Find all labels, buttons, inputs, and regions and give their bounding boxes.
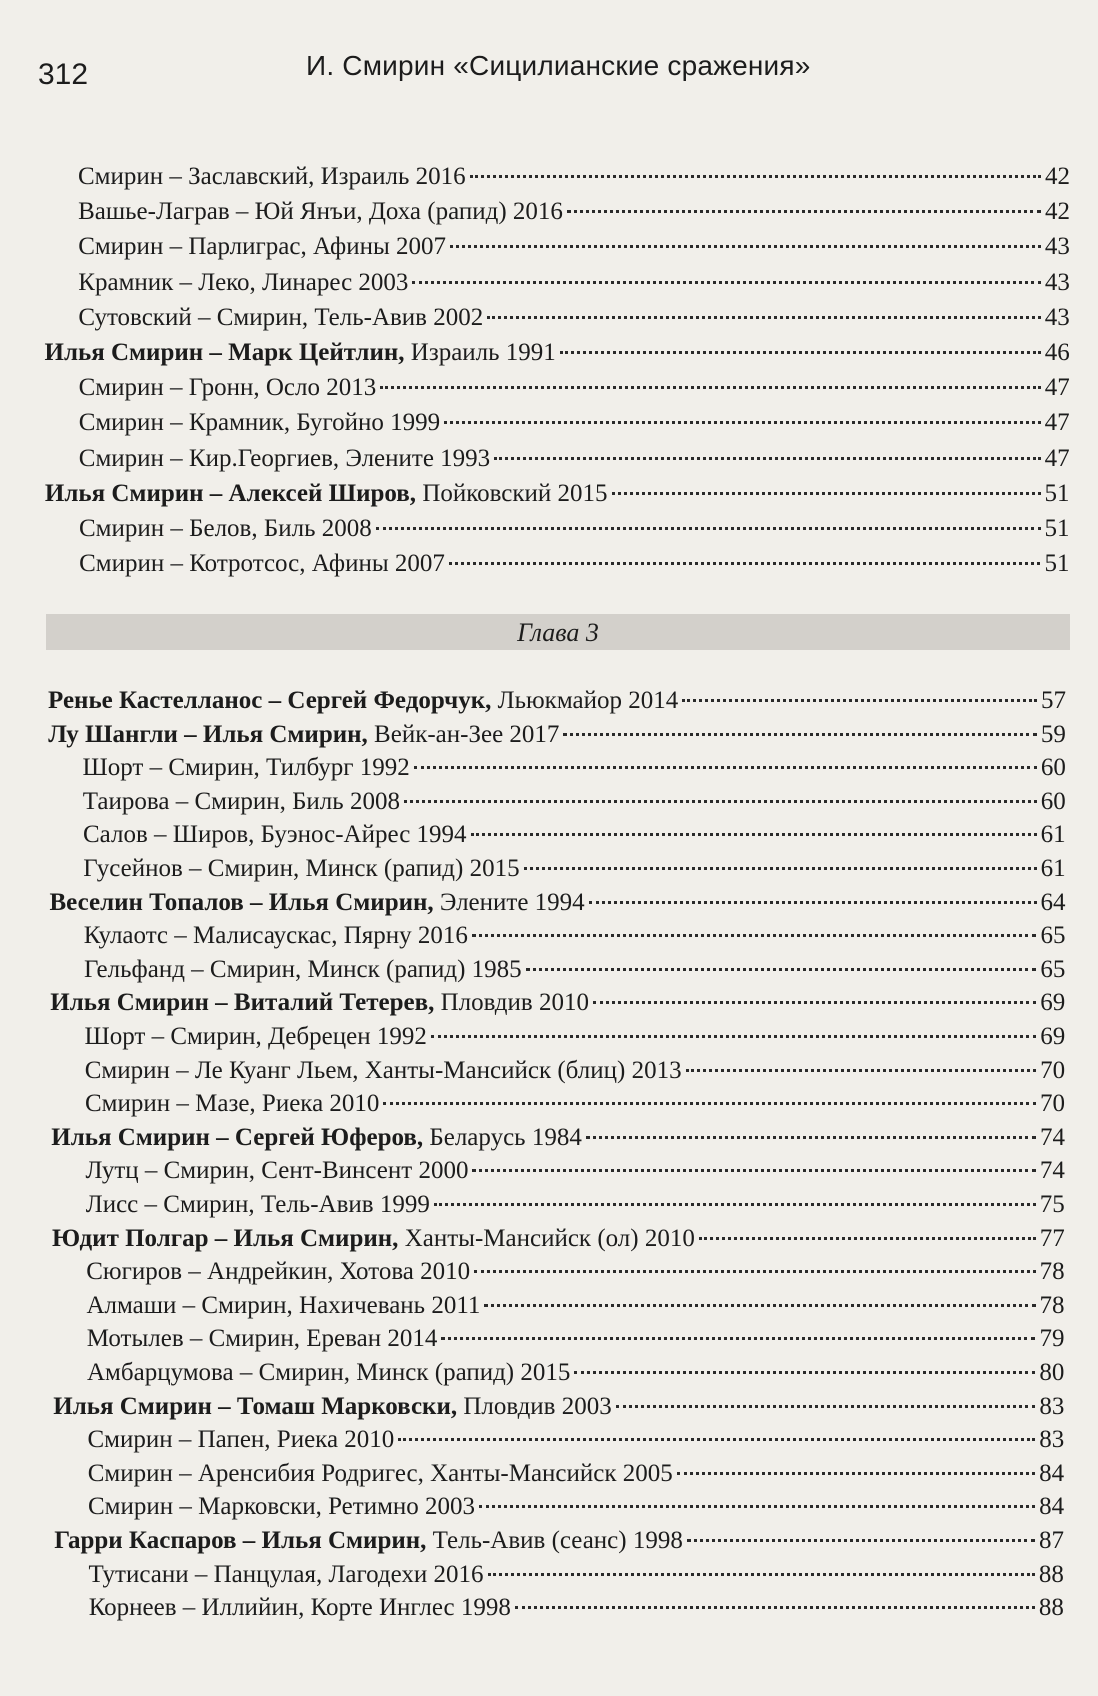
toc-entry-page: 83 (1039, 1426, 1065, 1454)
toc-entry-players: Гарри Каспаров – Илья Смирин, (54, 1527, 427, 1554)
toc-entry-title (45, 336, 556, 370)
toc-entry-title (78, 266, 408, 300)
dot-leader (494, 457, 1040, 460)
dot-leader (412, 281, 1040, 284)
dot-leader (434, 1203, 1036, 1206)
toc-entry-title (79, 442, 490, 476)
toc-entry-title (85, 1054, 682, 1088)
toc-entry-players: Илья Смирин – Марк Цейтлин, (44, 339, 405, 366)
toc-entry-text: Смирин – Папен, Риека 2010 (87, 1426, 395, 1454)
toc-entry-page: 88 (1038, 1594, 1064, 1622)
toc-entry (88, 1423, 1065, 1457)
dot-leader (404, 800, 1037, 803)
toc-entry-page: 47 (1044, 409, 1070, 437)
toc-entry-page: 57 (1041, 687, 1066, 714)
toc-entry-page: 51 (1044, 479, 1070, 507)
toc-entry-page: 88 (1038, 1560, 1064, 1588)
toc-entry (48, 718, 1066, 752)
dot-leader (484, 1304, 1035, 1307)
toc-entry-text: Таирова – Смирин, Биль 2008 (82, 787, 400, 815)
toc-entry-page: 79 (1039, 1325, 1065, 1353)
toc-entry-page: 78 (1039, 1291, 1065, 1319)
toc-entry-text: Кулаотс – Малисаускас, Пярну 2016 (83, 922, 468, 950)
toc-entry (85, 1054, 1065, 1088)
toc-entry-text: Израиль 1991 (404, 339, 556, 366)
toc-entry (50, 886, 1066, 920)
chapter-heading-bar (46, 614, 1070, 650)
dot-leader (383, 1102, 1036, 1105)
toc-entry-text: Смирин – Гронн, Осло 2013 (78, 374, 377, 402)
toc-entry-title (50, 986, 589, 1020)
toc-entry (51, 1121, 1065, 1155)
dot-leader (488, 1573, 1035, 1576)
toc-entry (84, 953, 1065, 987)
toc-entry-page: 60 (1040, 754, 1066, 782)
toc-entry-text: Лутц – Смирин, Сент-Винсент 2000 (85, 1157, 469, 1185)
toc-entry-page: 69 (1040, 1023, 1066, 1050)
toc-entry-page: 59 (1040, 720, 1066, 748)
toc-entry (87, 1289, 1065, 1323)
toc-entry (83, 785, 1066, 819)
toc-entry-title (87, 1289, 481, 1323)
toc-entry-page: 70 (1040, 1056, 1066, 1084)
toc-entry-page: 42 (1044, 198, 1070, 226)
toc-entry (48, 684, 1066, 718)
toc-entry-text: Ханты-Мансийск (ол) 2010 (398, 1224, 695, 1252)
toc-entry-players: Юдит Полгар – Илья Смирин, (52, 1224, 399, 1252)
running-title: И. Смирин «Сицилианские сражения» (306, 50, 811, 81)
dot-leader (450, 245, 1041, 248)
toc-entry (45, 336, 1070, 370)
toc-entry-page: 84 (1039, 1459, 1065, 1487)
toc-entry-text: Гусейнов – Смирин, Минск (рапид) 2015 (83, 855, 520, 882)
dot-leader (487, 316, 1041, 319)
dot-leader (687, 1539, 1035, 1542)
toc-entry (79, 406, 1070, 440)
dot-leader (444, 421, 1040, 424)
dot-leader (567, 210, 1041, 213)
toc-entry-text: Крамник – Леко, Линарес 2003 (78, 268, 409, 296)
toc-entry-players: Илья Смирин – Виталий Тетерев, (50, 989, 435, 1017)
toc-entry (79, 442, 1070, 476)
toc-entry-text: Смирин – Парлиграс, Афины 2007 (78, 233, 447, 261)
toc-entry-text: Гельфанд – Смирин, Минск (рапид) 1985 (84, 955, 522, 983)
toc-entry-title (88, 1423, 395, 1457)
toc-entry (86, 1154, 1065, 1188)
toc-entry (53, 1390, 1064, 1424)
toc-entry-page: 60 (1040, 787, 1066, 815)
toc-entry-text: Беларусь 1984 (423, 1123, 582, 1151)
toc-entry-title (79, 371, 377, 405)
toc-entry-text: Пловдив 2010 (434, 989, 589, 1017)
dot-leader (574, 1371, 1035, 1374)
toc-entry-page: 46 (1044, 339, 1070, 366)
toc-entry (86, 1188, 1065, 1222)
toc-entry (78, 160, 1070, 194)
toc-entry-page: 43 (1044, 268, 1070, 296)
toc-entry-title (83, 818, 467, 852)
toc-entry (83, 852, 1065, 886)
toc-entry-title (85, 1087, 379, 1121)
toc-entry-page: 87 (1039, 1527, 1064, 1554)
toc-entry-text: Смирин – Аренсибия Родригес, Ханты-Мансийск 2005 (87, 1459, 673, 1487)
toc-entry-text: Пловдив 2003 (457, 1392, 612, 1420)
toc-entry-page: 74 (1039, 1123, 1065, 1151)
toc-entry-title (84, 919, 468, 953)
toc-entry (87, 1356, 1064, 1390)
toc-entry-page: 47 (1044, 444, 1070, 472)
toc-entry (89, 1558, 1064, 1592)
toc-entry-title (78, 160, 466, 194)
toc-entry-text: Мотылев – Смирин, Ереван 2014 (86, 1325, 438, 1353)
toc-entry-title (83, 852, 519, 886)
toc-entry-page: 42 (1045, 163, 1070, 190)
dot-leader (560, 351, 1041, 354)
toc-entry-title (48, 684, 678, 718)
dot-leader (524, 867, 1037, 870)
toc-entry-page: 65 (1040, 922, 1066, 950)
dot-leader (431, 1035, 1036, 1038)
toc-entry-title (87, 1322, 438, 1356)
dot-leader (470, 175, 1041, 178)
toc-entry (45, 477, 1070, 511)
toc-entry-text: Смирин – Котротсос, Афины 2007 (79, 550, 445, 578)
dot-leader (677, 1472, 1035, 1475)
dot-leader (526, 968, 1037, 971)
dot-leader (589, 901, 1037, 904)
dot-leader (376, 527, 1041, 530)
toc-entry-text: Тутисани – Панцулая, Лагодехи 2016 (88, 1560, 484, 1588)
toc-entry-title (51, 1121, 582, 1155)
toc-entry (52, 1222, 1065, 1256)
toc-entry-title (52, 1222, 695, 1256)
toc-entry-page: 65 (1040, 955, 1066, 983)
toc-entry-title (84, 953, 522, 987)
toc-entry (78, 301, 1069, 335)
toc-entry (78, 230, 1070, 264)
toc-entry-text: Сутовский – Смирин, Тель-Авив 2002 (78, 303, 484, 331)
page-number: 312 (38, 58, 89, 91)
toc-entry-page: 64 (1040, 888, 1066, 916)
toc-entry-text: Смирин – Кир.Георгиев, Элените 1993 (78, 444, 491, 472)
dot-leader (472, 934, 1037, 937)
dot-leader (593, 1001, 1036, 1004)
toc-entry-title (86, 1188, 430, 1222)
toc-entry (78, 195, 1070, 229)
toc-entry-text: Смирин – Заславский, Израиль 2016 (78, 163, 466, 190)
toc-entry-title (78, 195, 563, 229)
toc-entry-page: 51 (1044, 550, 1070, 578)
toc-entry (88, 1490, 1064, 1524)
toc-entry (79, 371, 1070, 405)
toc-entry-page: 70 (1040, 1090, 1066, 1118)
toc-entry-title (54, 1524, 683, 1558)
toc-entry (54, 1524, 1064, 1558)
dot-leader (471, 833, 1037, 836)
toc-entry-page: 78 (1039, 1258, 1065, 1286)
dot-leader (472, 1169, 1035, 1172)
toc-entry-text: Алмаши – Смирин, Нахичевань 2011 (86, 1291, 481, 1319)
dot-leader (479, 1505, 1035, 1508)
toc-entry-text: Вашье-Лаграв – Юй Янъи, Доха (рапид) 2016 (78, 198, 563, 226)
toc-entry-page: 80 (1039, 1359, 1065, 1386)
dot-leader (563, 733, 1036, 736)
toc-entry (85, 1087, 1065, 1121)
toc-entry-text: Смирин – Марковски, Ретимно 2003 (88, 1493, 476, 1521)
dot-leader (515, 1606, 1035, 1609)
toc-entry-text: Смирин – Белов, Биль 2008 (79, 515, 372, 542)
toc-entry-title (50, 886, 585, 920)
toc-entry-text: Вейк-ан-Зее 2017 (367, 720, 560, 748)
toc-entry-text: Смирин – Ле Куанг Льем, Ханты-Мансийск (блиц) 2013 (84, 1056, 682, 1084)
toc-entry (86, 1255, 1064, 1289)
toc-entry (89, 1591, 1064, 1625)
dot-leader (449, 562, 1041, 565)
toc-entry-title (78, 301, 483, 335)
toc-entry-title (85, 1020, 427, 1054)
dot-leader (699, 1237, 1036, 1240)
toc-entry-title (89, 1591, 511, 1625)
toc-entry-text: Сюгиров – Андрейкин, Хотова 2010 (86, 1258, 471, 1286)
toc-entry-players: Илья Смирин – Сергей Юферов, (51, 1123, 424, 1151)
toc-entry-players: Лу Шангли – Илья Смирин, (48, 720, 368, 748)
toc-entry-text: Пойковский 2015 (416, 479, 608, 507)
toc-entry-title (79, 406, 441, 440)
page-header (38, 46, 1068, 106)
toc-entry-players: Илья Смирин – Алексей Широв, (44, 479, 417, 507)
dot-leader (586, 1136, 1036, 1139)
dot-leader (616, 1405, 1036, 1408)
toc-entry-page: 75 (1039, 1191, 1065, 1218)
toc-entry-title (83, 751, 410, 785)
toc-entry-page: 74 (1039, 1157, 1065, 1185)
toc-entry-title (83, 785, 400, 819)
toc-entry (85, 1020, 1066, 1054)
toc-entry-page: 77 (1039, 1224, 1065, 1252)
chapter-title: Глава 3 (517, 618, 599, 647)
toc-entry-title (79, 512, 372, 546)
toc-entry-text: Амбарцумова – Смирин, Минск (рапид) 2015 (87, 1359, 571, 1386)
toc-entry-page: 83 (1039, 1392, 1065, 1420)
toc-entry-page: 84 (1039, 1493, 1065, 1521)
toc-entry-text: Корнеев – Иллийин, Корте Инглес 1998 (88, 1594, 511, 1622)
dot-leader (474, 1270, 1035, 1273)
toc-entry (83, 818, 1066, 852)
toc-entry (83, 751, 1066, 785)
toc-entry (78, 266, 1070, 300)
dot-leader (398, 1438, 1035, 1441)
toc-entry-title (88, 1457, 673, 1491)
toc-entry (87, 1322, 1065, 1356)
dot-leader (686, 1069, 1037, 1072)
toc-entry-text: Шорт – Смирин, Тилбург 1992 (82, 754, 410, 782)
toc-entry-players: Веселин Топалов – Илья Смирин, (49, 888, 434, 916)
toc-entry-text: Смирин – Мазе, Риека 2010 (85, 1090, 380, 1118)
dot-leader (682, 699, 1037, 702)
toc-entry-text: Салов – Широв, Буэнос-Айрес 1994 (83, 821, 467, 849)
toc-entry (79, 512, 1070, 546)
toc-entry-title (89, 1558, 484, 1592)
toc-entry-page: 51 (1044, 515, 1070, 542)
toc-entry-players: Ренье Кастелланос – Сергей Федорчук, (48, 687, 492, 714)
toc-entry-title (87, 1356, 570, 1390)
toc-entry-title (48, 718, 559, 752)
toc-entry (50, 986, 1065, 1020)
toc-entry (84, 919, 1066, 953)
toc-entry-text: Шорт – Смирин, Дебрецен 1992 (84, 1023, 427, 1050)
toc-entry-page: 61 (1040, 821, 1066, 849)
toc-entry-text: Лисс – Смирин, Тель-Авив 1999 (85, 1191, 430, 1218)
toc-entry-page: 43 (1044, 233, 1070, 261)
toc-entry-title (79, 547, 445, 581)
dot-leader (414, 766, 1037, 769)
toc-entry-title (45, 477, 608, 511)
toc-entry-text: Льюкмайор 2014 (491, 687, 679, 714)
toc-entry-title (78, 230, 446, 264)
dot-leader (441, 1337, 1035, 1340)
dot-leader (612, 492, 1041, 495)
toc-entry-title (86, 1154, 469, 1188)
toc-entry-page: 43 (1044, 303, 1070, 331)
dot-leader (380, 386, 1040, 389)
toc-entry-text: Элените 1994 (433, 888, 585, 916)
toc-entry-page: 69 (1040, 989, 1066, 1017)
toc-entry-page: 61 (1040, 855, 1066, 882)
toc-entry-players: Илья Смирин – Томаш Марковски, (53, 1392, 458, 1420)
toc-entry-text: Смирин – Крамник, Бугойно 1999 (78, 409, 441, 437)
toc-entry-page: 47 (1044, 374, 1070, 402)
toc-entry (79, 547, 1069, 581)
toc-entry-text: Тель-Авив (сеанс) 1998 (426, 1527, 683, 1554)
toc-entry-title (88, 1490, 475, 1524)
toc-entry-title (53, 1390, 612, 1424)
toc-entry-title (86, 1255, 470, 1289)
toc-entry (88, 1457, 1064, 1491)
